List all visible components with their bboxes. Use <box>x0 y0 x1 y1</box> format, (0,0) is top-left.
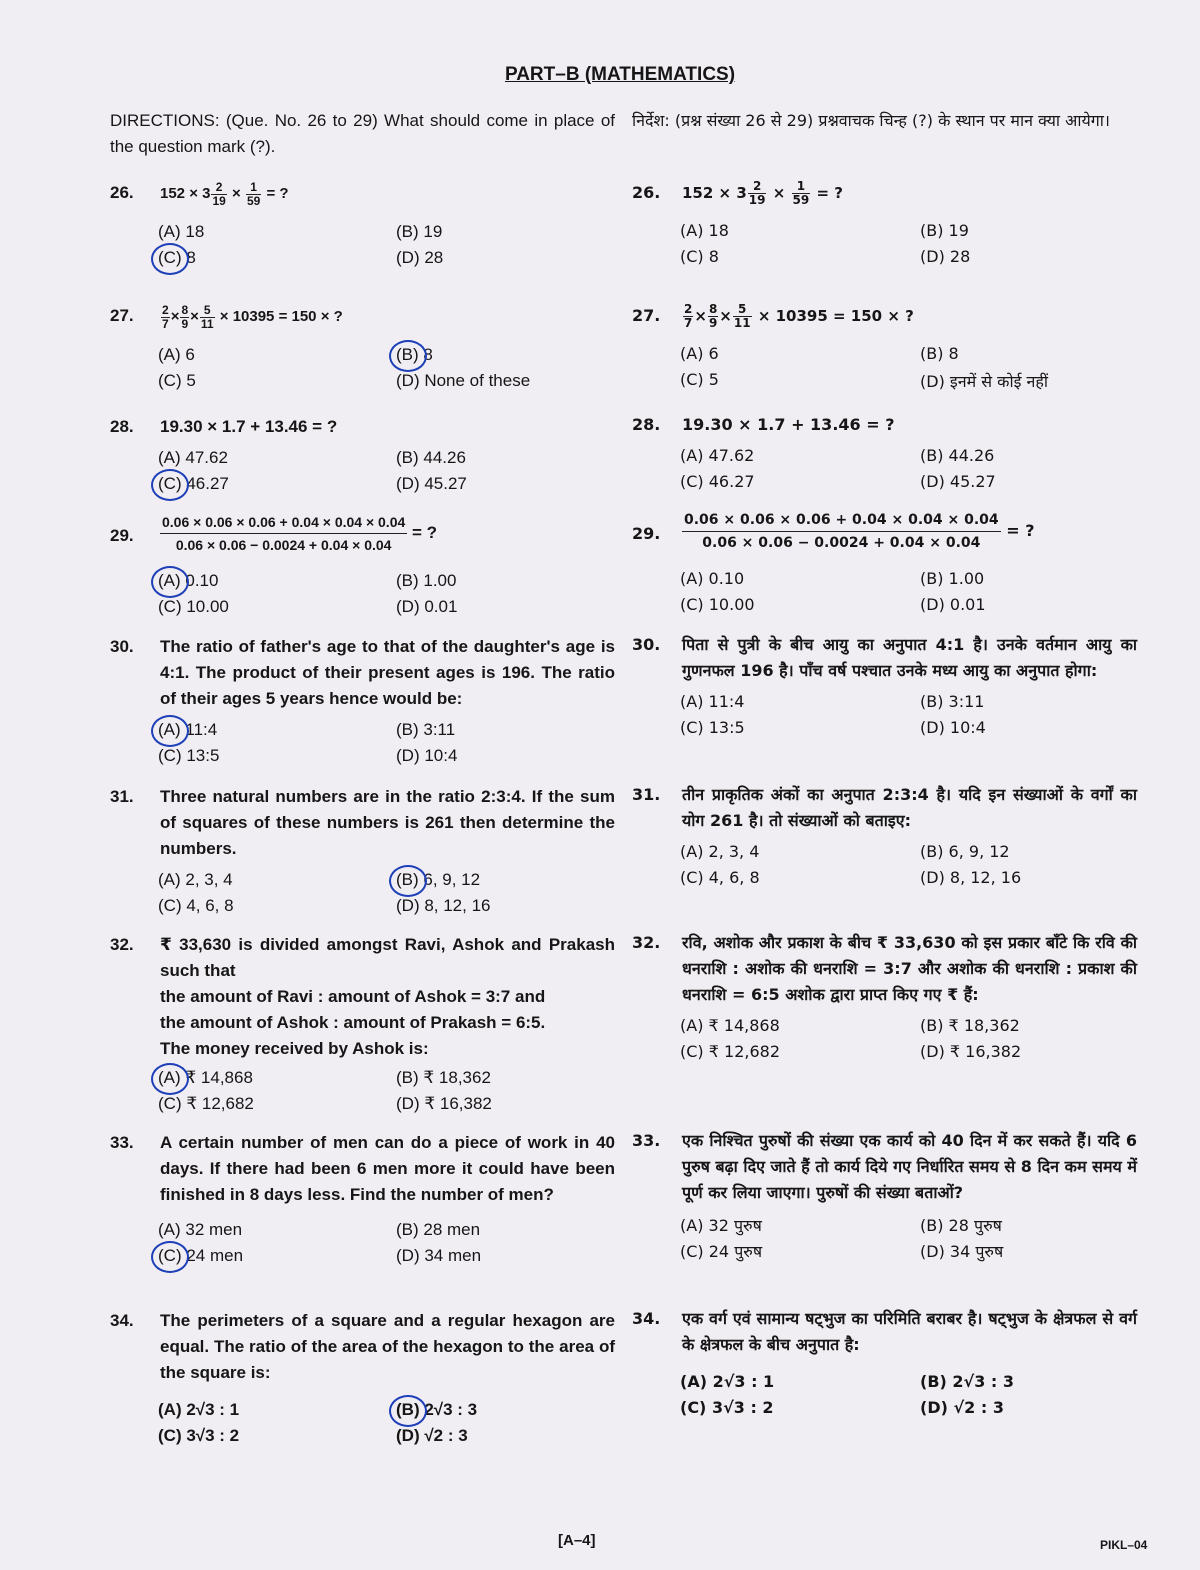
option-d[interactable]: (D) इनमें से कोई नहीं <box>920 372 1049 391</box>
options <box>158 571 613 623</box>
question-text: एक वर्ग एवं सामान्य षट्भुज का परिमिति बराबर है। षट्भुज के क्षेत्रफल से वर्ग के क्षेत्रफल के बीच अनुपात है: <box>682 1309 1137 1354</box>
option-b[interactable]: (B) 44.26 <box>396 448 466 467</box>
page-title: PART–B (MATHEMATICS) <box>504 64 736 85</box>
question-28-en <box>110 414 615 500</box>
question-31-hi <box>632 782 1137 894</box>
question-text: A certain number of men can do a piece of work in 40 days. If there had been 6 men more it could have been finished in 8 days less. Find the number of men? <box>160 1133 615 1204</box>
options <box>680 842 1135 894</box>
option-c[interactable]: (C) 24 पुरुष <box>680 1242 763 1261</box>
option-d[interactable]: (D) 8, 12, 16 <box>920 868 1022 887</box>
option-b[interactable]: (B) 3:11 <box>920 692 985 711</box>
question-33-en <box>110 1130 615 1272</box>
option-b[interactable]: (B) 1.00 <box>396 571 457 590</box>
question-number: 33. <box>632 1131 661 1150</box>
question-text: Three natural numbers are in the ratio 2:3:4. If the sum of squares of these numbers is 261 then determine the numbers. <box>160 787 615 858</box>
option-c[interactable]: (C) 10.00 <box>158 597 229 616</box>
option-b[interactable]: (B) 8 <box>920 344 959 363</box>
question-text-line-1: ₹ 33,630 is divided amongst Ravi, Ashok and Prakash such that <box>160 935 615 980</box>
option-a[interactable]: (A) 47.62 <box>680 446 755 465</box>
option-c[interactable]: (C) ₹ 12,682 <box>158 1094 254 1113</box>
question-expression: 152 × 3 $\frac{2}{19}$ × $\frac{1}{59}$ = ? <box>682 179 843 207</box>
pen-circle-mark <box>151 566 189 598</box>
question-29-en: 29. $\frac{0.06 \times 0.06 \times 0.06 + 0.04 \times 0.04 \times 0.04}{0.06 \times 0.06 - 0.0024 + 0.04 \times 0.04}$ = ? (A) 0.10 (B) 1.00 (C) 10.00 (D) 0.01 <box>110 511 615 623</box>
option-d[interactable]: (D) 34 men <box>396 1246 482 1265</box>
option-c[interactable]: (C) 10.00 <box>680 595 755 614</box>
question-29-hi: 29. $\frac{0.06 \times 0.06 \times 0.06 + 0.04 \times 0.04 \times 0.04}{0.06 \times 0.06 - 0.0024 + 0.04 \times 0.04}$ = ? (A) 0.10 (B) 1.00 (C) 10.00 (D) 0.01 <box>632 509 1137 621</box>
option-b[interactable]: (B) 3:11 <box>396 720 456 739</box>
directions-en: DIRECTIONS: (Que. No. 26 to 29) What should come in place of the question mark (?). <box>110 111 615 156</box>
option-c[interactable]: (C) 46.27 <box>680 472 755 491</box>
pen-circle-mark <box>151 715 189 747</box>
options <box>158 448 613 500</box>
options <box>158 1220 613 1272</box>
option-c[interactable]: (C) 5 <box>158 370 196 390</box>
pen-circle-mark <box>389 1395 427 1427</box>
question-fraction: $\frac{0.06 \times 0.06 \times 0.06 + 0.04 \times 0.04 \times 0.04}{0.06 \times 0.06 - 0.0024 + 0.04 \times 0.04}$ <box>682 509 1001 554</box>
option-d[interactable]: (D) 10:4 <box>920 718 986 737</box>
option-d[interactable]: (D) ₹ 16,382 <box>396 1094 492 1113</box>
options <box>680 1214 1135 1266</box>
option-d[interactable]: (D) ₹ 16,382 <box>920 1042 1022 1061</box>
question-30-hi <box>632 632 1137 744</box>
option-b[interactable]: (B) ₹ 18,362 <box>920 1016 1020 1035</box>
option-d[interactable]: (D) √2 : 3 <box>396 1426 468 1445</box>
pen-circle-mark <box>151 469 189 501</box>
question-34-en <box>110 1308 615 1452</box>
question-number: 34. <box>632 1309 661 1328</box>
option-a[interactable]: (A) 11:4 <box>158 720 217 740</box>
pen-circle-mark <box>151 243 189 275</box>
question-text: The perimeters of a square and a regular hexagon are equal. The ratio of the area of the hexagon to the area of the square is: <box>160 1311 615 1382</box>
question-text-line-4: The money received by Ashok is: <box>160 1039 429 1058</box>
option-d[interactable]: (D) 34 पुरुष <box>920 1242 1004 1261</box>
option-d[interactable]: (D) 0.01 <box>396 597 458 616</box>
option-a[interactable]: (A) 11:4 <box>680 692 745 711</box>
directions-hi: निर्देश: (प्रश्न संख्या 26 से 29) प्रश्नवाचक चिन्ह (?) के स्थान पर मान क्या आयेगा। <box>632 111 1110 130</box>
question-33-hi <box>632 1128 1137 1266</box>
options <box>158 720 613 772</box>
question-number: 31. <box>632 785 661 804</box>
options <box>680 1016 1135 1068</box>
question-32-en <box>110 932 615 1120</box>
option-c[interactable]: (C) 24 men <box>158 1246 243 1266</box>
option-b[interactable]: (B) 44.26 <box>920 446 995 465</box>
option-b[interactable]: (B) ₹ 18,362 <box>396 1068 491 1087</box>
options <box>680 692 1135 744</box>
option-a[interactable]: (A) 2, 3, 4 <box>680 842 760 861</box>
option-c[interactable]: (C) 46.27 <box>158 474 229 494</box>
question-number: 28. <box>110 417 134 436</box>
question-fraction: $\frac{0.06 \times 0.06 \times 0.06 + 0.04 \times 0.04 \times 0.04}{0.06 \times 0.06 - 0.0024 + 0.04 \times 0.04}$ <box>160 511 407 556</box>
option-b[interactable]: (B) 8 <box>396 345 433 365</box>
option-a[interactable]: (A) 2, 3, 4 <box>158 870 233 889</box>
question-number: 32. <box>632 933 661 952</box>
option-a[interactable]: (A) ₹ 14,868 <box>158 1068 253 1088</box>
hindi-column <box>632 108 1137 1417</box>
question-number: 31. <box>110 787 134 806</box>
option-c[interactable]: (C) 8 <box>680 247 719 266</box>
option-b[interactable]: (B) 6, 9, 12 <box>920 842 1010 861</box>
options <box>680 344 1135 396</box>
question-number: 32. <box>110 935 134 954</box>
question-text: 19.30 × 1.7 + 13.46 = ? <box>682 415 895 434</box>
option-c[interactable]: (C) 4, 6, 8 <box>158 896 234 915</box>
option-b[interactable]: (B) 19 <box>920 221 969 240</box>
options <box>158 345 613 397</box>
question-text: रवि, अशोक और प्रकाश के बीच ₹ 33,630 को इस प्रकार बाँटे कि रवि की धनराशि : अशोक की धनराशि = 3:7 और अशोक की धनराशि : प्रकाश की धनराशि = 6:5 अशोक द्वारा प्राप्त किए गए ₹ हैं: <box>682 933 1137 1004</box>
question-number: 27. <box>632 306 661 325</box>
question-expression: $\frac{2}{7}$ × $\frac{8}{9}$ × $\frac{5}{11}$ × 10395 = 150 × ? <box>162 302 343 331</box>
option-d[interactable]: (D) √2 : 3 <box>920 1398 1004 1417</box>
option-a[interactable]: (A) 32 men <box>158 1220 243 1239</box>
options <box>680 446 1135 498</box>
option-b[interactable]: (B) 28 पुरुष <box>920 1216 1002 1235</box>
question-26-hi <box>632 180 1137 273</box>
options <box>680 1372 1135 1424</box>
english-column <box>110 108 615 1445</box>
option-c[interactable]: (C) 4, 6, 8 <box>680 868 760 887</box>
option-d[interactable]: (D) 28 <box>920 247 971 266</box>
option-c[interactable]: (C) 13:5 <box>680 718 745 737</box>
question-number: 26. <box>110 183 134 202</box>
option-d[interactable]: (D) 0.01 <box>920 595 986 614</box>
question-text-line-2: the amount of Ravi : amount of Ashok = 3:7 and <box>160 987 546 1006</box>
question-expression: 152 × 3 $\frac{2}{19}$ × $\frac{1}{59}$ = ? <box>160 179 289 208</box>
question-27-hi <box>632 303 1137 396</box>
option-a[interactable]: (A) 0.10 <box>680 569 745 588</box>
option-b[interactable]: (B) 1.00 <box>920 569 985 588</box>
option-b[interactable]: (B) 2√3 : 3 <box>396 1400 477 1420</box>
option-c[interactable]: (C) 13:5 <box>158 746 220 765</box>
question-32-hi <box>632 930 1137 1068</box>
question-number: 29. <box>632 524 661 543</box>
options <box>158 1068 613 1120</box>
question-28-hi <box>632 412 1137 498</box>
option-c[interactable]: (C) ₹ 12,682 <box>680 1042 780 1061</box>
page-number: [A–4] <box>558 1532 596 1549</box>
question-number: 26. <box>632 183 661 202</box>
options <box>158 870 613 922</box>
option-c[interactable]: (C) 5 <box>680 370 719 389</box>
option-c[interactable]: (C) 8 <box>158 248 196 268</box>
option-a[interactable]: (A) 6 <box>158 344 195 364</box>
pen-circle-mark <box>151 1241 189 1273</box>
question-text-line-3: the amount of Ashok : amount of Prakash = 6:5. <box>160 1013 546 1032</box>
question-number: 27. <box>110 306 134 325</box>
option-b[interactable]: (B) 19 <box>396 221 443 241</box>
option-a[interactable]: (A) 18 <box>158 221 205 241</box>
booklet-code: PIKL–04 <box>1100 1538 1148 1552</box>
option-a[interactable]: (A) 47.62 <box>158 448 228 467</box>
question-number: 30. <box>110 637 134 656</box>
question-text: The ratio of father's age to that of the daughter's age is 4:1. The product of their present ages is 196. The ratio of their ages 5 years hence would be: <box>160 637 615 708</box>
question-number: 30. <box>632 635 661 654</box>
question-number: 28. <box>632 415 661 434</box>
option-c[interactable]: (C) 3√3 : 2 <box>158 1426 240 1445</box>
pen-circle-mark <box>389 340 427 372</box>
option-b[interactable]: (B) 28 men <box>396 1220 481 1239</box>
option-c[interactable]: (C) 3√3 : 2 <box>680 1398 774 1417</box>
option-a[interactable]: (A) 32 पुरुष <box>680 1216 762 1235</box>
question-number: 29. <box>110 526 134 545</box>
option-a[interactable]: (A) 6 <box>680 344 719 363</box>
options <box>158 222 613 274</box>
option-a[interactable]: (A) ₹ 14,868 <box>680 1016 780 1035</box>
pen-circle-mark <box>151 1063 189 1095</box>
pen-circle-mark <box>389 865 427 897</box>
option-a[interactable]: (A) 18 <box>680 221 729 240</box>
option-a[interactable]: (A) 2√3 : 1 <box>680 1372 775 1391</box>
question-number: 34. <box>110 1311 134 1330</box>
options <box>680 569 1135 621</box>
option-a[interactable]: (A) 2√3 : 1 <box>158 1400 240 1419</box>
question-34-hi <box>632 1306 1137 1424</box>
option-d[interactable]: (D) 28 <box>396 247 444 267</box>
options <box>680 221 1135 273</box>
question-text: पिता से पुत्री के बीच आयु का अनुपात 4:1 है। उनके वर्तमान आयु का गुणनफल 196 है। पाँच वर्ष पश्चात उनके मध्य आयु का अनुपात होगा: <box>682 635 1137 680</box>
question-26-en <box>110 180 615 274</box>
question-text: 19.30 × 1.7 + 13.46 = ? <box>160 417 338 436</box>
question-number: 33. <box>110 1133 134 1152</box>
question-text: तीन प्राकृतिक अंकों का अनुपात 2:3:4 है। यदि इन संख्याओं के वर्गों का योग 261 है। तो संख्याओं को बताइए: <box>682 785 1137 830</box>
option-d[interactable]: (D) None of these <box>396 370 531 390</box>
option-d[interactable]: (D) 10:4 <box>396 746 458 765</box>
question-27-en <box>110 303 615 397</box>
option-b[interactable]: (B) 6, 9, 12 <box>396 870 480 890</box>
options <box>158 1400 613 1452</box>
option-d[interactable]: (D) 45.27 <box>396 474 467 493</box>
question-text: एक निश्चित पुरुषों की संख्या एक कार्य को 40 दिन में कर सकते हैं। यदि 6 पुरुष बढ़ा दिए जाते हैं तो कार्य दिये गए निर्धारित समय से 8 दिन कम समय में पूर्ण कर लिया जाएगा। पुरुषों की संख्या बताओं? <box>682 1131 1137 1202</box>
option-d[interactable]: (D) 45.27 <box>920 472 996 491</box>
option-d[interactable]: (D) 8, 12, 16 <box>396 896 491 915</box>
question-expression: $\frac{2}{7}$ × $\frac{8}{9}$ × $\frac{5}{11}$ × 10395 = 150 × ? <box>684 302 914 330</box>
question-31-en <box>110 784 615 922</box>
option-a[interactable]: (A) 0.10 <box>158 571 218 591</box>
option-b[interactable]: (B) 2√3 : 3 <box>920 1372 1014 1391</box>
question-30-en <box>110 634 615 772</box>
